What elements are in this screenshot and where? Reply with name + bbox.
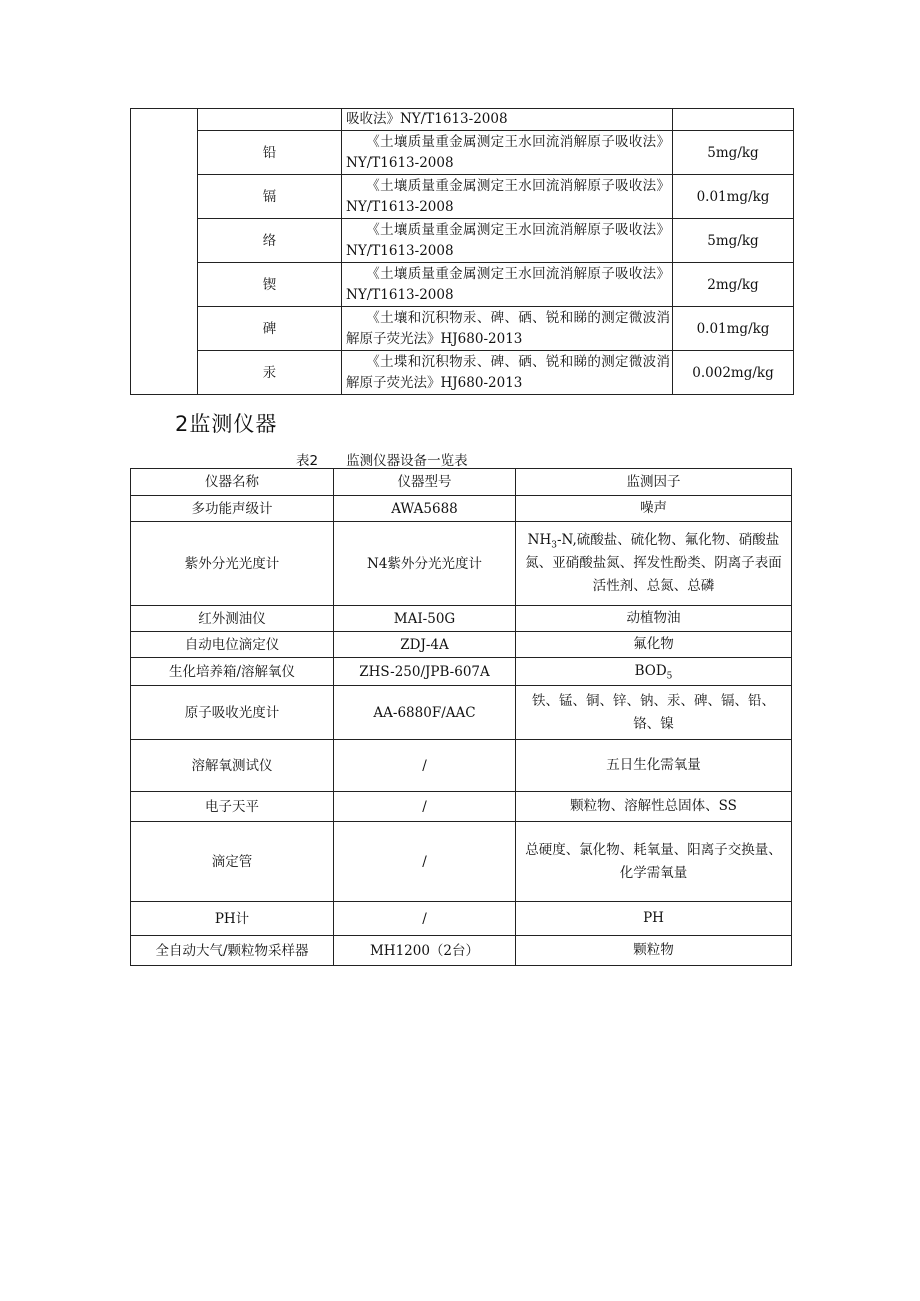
table-row xyxy=(131,263,794,307)
table-row xyxy=(131,606,792,632)
instrument-name: 溶解氧测试仪 xyxy=(131,740,334,792)
category-cell xyxy=(131,109,198,395)
instrument-model: ZHS-250/JPB-607A xyxy=(334,658,516,686)
method-text: 吸收法》NY/T1613-2008 xyxy=(342,109,673,131)
table-row xyxy=(131,936,792,966)
instrument-name: 全自动大气/颗粒物采样器 xyxy=(131,936,334,966)
table-row xyxy=(131,175,794,219)
method-text: 《土壤和沉积物汞、碑、硒、锐和睇的测定微波消解原子荧光法》HJ680-2013 xyxy=(346,309,670,347)
instrument-model: / xyxy=(334,822,516,902)
table-row xyxy=(131,496,792,522)
section-heading: 2监测仪器 xyxy=(175,412,278,436)
monitoring-factor: 颗粒物 xyxy=(516,936,792,966)
table-row xyxy=(131,351,794,395)
instrument-name: 红外测油仪 xyxy=(131,606,334,632)
table-row xyxy=(131,307,794,351)
column-header: 仪器型号 xyxy=(334,469,516,496)
detection-methods-table xyxy=(130,108,794,395)
method-text: 《土壤质量重金属测定王水回流消解原子吸收法》NY/T1613-2008 xyxy=(346,221,670,259)
monitoring-factor: 颗粒物、溶解性总固体、SS xyxy=(516,792,792,822)
header-row xyxy=(131,469,792,496)
table-row xyxy=(131,131,794,175)
monitoring-factor: 动植物油 xyxy=(516,606,792,632)
table-caption xyxy=(296,449,468,469)
instrument-name: 原子吸收光度计 xyxy=(131,686,334,740)
method-text: 《土堞和沉积物汞、碑、硒、锐和睇的测定微波消解原子荧光法》HJ680-2013 xyxy=(346,353,670,391)
instrument-name: 自动电位滴定仪 xyxy=(131,632,334,658)
detection-limit xyxy=(673,109,794,131)
table-row xyxy=(131,902,792,936)
instrument-name: PH计 xyxy=(131,902,334,936)
column-header: 仪器名称 xyxy=(131,469,334,496)
instrument-model: / xyxy=(334,792,516,822)
monitoring-factor: 氟化物 xyxy=(516,632,792,658)
table-row xyxy=(131,522,792,606)
monitoring-factor: 总硬度、氯化物、耗氧量、阳离子交换量、化学需氧量 xyxy=(516,822,792,902)
instrument-table xyxy=(130,468,792,966)
instrument-name: 生化培养箱/溶解氧仪 xyxy=(131,658,334,686)
caption-title: 监测仪器设备一览表 xyxy=(346,453,468,469)
detection-limit: 5mg/kg xyxy=(673,131,794,175)
method-text: 《土壤质量重金属测定王水回流消解原子吸收法》NY/T1613-2008 xyxy=(346,133,670,171)
instrument-name: 电子天平 xyxy=(131,792,334,822)
detection-limit: 0.01mg/kg xyxy=(673,307,794,351)
instrument-model: ZDJ-4A xyxy=(334,632,516,658)
instrument-model: N4紫外分光光度计 xyxy=(334,522,516,606)
detection-limit: 0.002mg/kg xyxy=(673,351,794,395)
column-header: 监测因子 xyxy=(516,469,792,496)
table-row xyxy=(131,740,792,792)
method-text: 《土壤质量重金属测定王水回流消解原子吸收法》NY/T1613-2008 xyxy=(346,177,670,215)
detection-limit: 2mg/kg xyxy=(673,263,794,307)
monitoring-factor: 五日生化需氧量 xyxy=(516,740,792,792)
table-row xyxy=(131,109,794,131)
item-name: 络 xyxy=(198,219,342,263)
monitoring-factor: $BOD_5$ xyxy=(516,658,792,686)
instrument-name: 滴定管 xyxy=(131,822,334,902)
item-name: 汞 xyxy=(198,351,342,395)
caption-number: 表2 xyxy=(296,453,319,469)
instrument-model: AA-6880F/AAC xyxy=(334,686,516,740)
monitoring-factor: PH xyxy=(516,902,792,936)
table-row xyxy=(131,219,794,263)
item-name: 镉 xyxy=(198,175,342,219)
instrument-model: MAI-50G xyxy=(334,606,516,632)
table-row xyxy=(131,686,792,740)
instrument-model: / xyxy=(334,740,516,792)
instrument-model: AWA5688 xyxy=(334,496,516,522)
monitoring-factor: 噪声 xyxy=(516,496,792,522)
table-row xyxy=(131,658,792,686)
instrument-name: 多功能声级计 xyxy=(131,496,334,522)
instrument-name: 紫外分光光度计 xyxy=(131,522,334,606)
instrument-model: MH1200（2台） xyxy=(334,936,516,966)
method-text: 《土壤质量重金属测定王水回流消解原子吸收法》NY/T1613-2008 xyxy=(346,265,670,303)
item-name: 碑 xyxy=(198,307,342,351)
item-name: 铅 xyxy=(198,131,342,175)
table-row xyxy=(131,792,792,822)
monitoring-factor: 铁、锰、铜、锌、钠、汞、碑、镉、铅、铬、镍 xyxy=(516,686,792,740)
monitoring-factor: $NH_3-N$,硫酸盐、硫化物、氟化物、硝酸盐氮、亚硝酸盐氮、挥发性酚类、阴离子表面活性剂、总氮、总磷 xyxy=(516,522,792,606)
detection-limit: 0.01mg/kg xyxy=(673,175,794,219)
item-name xyxy=(198,109,342,131)
item-name: 锲 xyxy=(198,263,342,307)
instrument-model: / xyxy=(334,902,516,936)
table-row xyxy=(131,632,792,658)
table-row xyxy=(131,822,792,902)
detection-limit: 5mg/kg xyxy=(673,219,794,263)
